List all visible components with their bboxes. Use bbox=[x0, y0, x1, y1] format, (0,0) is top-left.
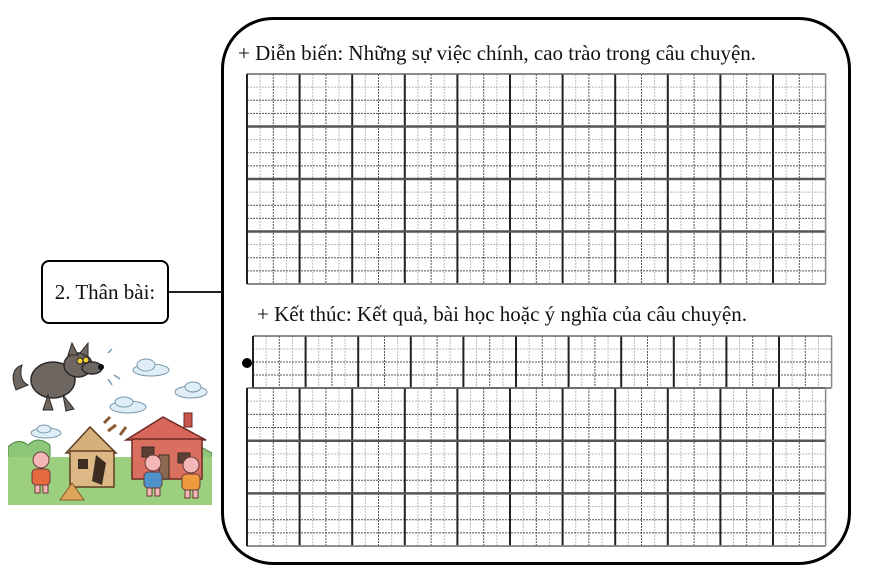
wolf-and-pigs-illustration-icon bbox=[8, 335, 212, 505]
bullet-dot-icon bbox=[242, 358, 252, 368]
writing-grid-ending[interactable] bbox=[246, 387, 827, 547]
section-label: 2. Thân bài: bbox=[54, 279, 156, 304]
heading-ending: + Kết thúc: Kết quả, bài học hoặc ý nghĩa của câu chuyện. bbox=[257, 302, 747, 326]
writing-grid-ending-first-line[interactable] bbox=[252, 335, 833, 389]
heading-development: + Diễn biến: Những sự việc chính, cao trào trong câu chuyện. bbox=[238, 41, 757, 65]
writing-grid-development[interactable] bbox=[246, 73, 827, 285]
connector-line bbox=[169, 291, 222, 293]
story-illustration bbox=[8, 335, 212, 505]
section-label-box bbox=[41, 260, 169, 324]
